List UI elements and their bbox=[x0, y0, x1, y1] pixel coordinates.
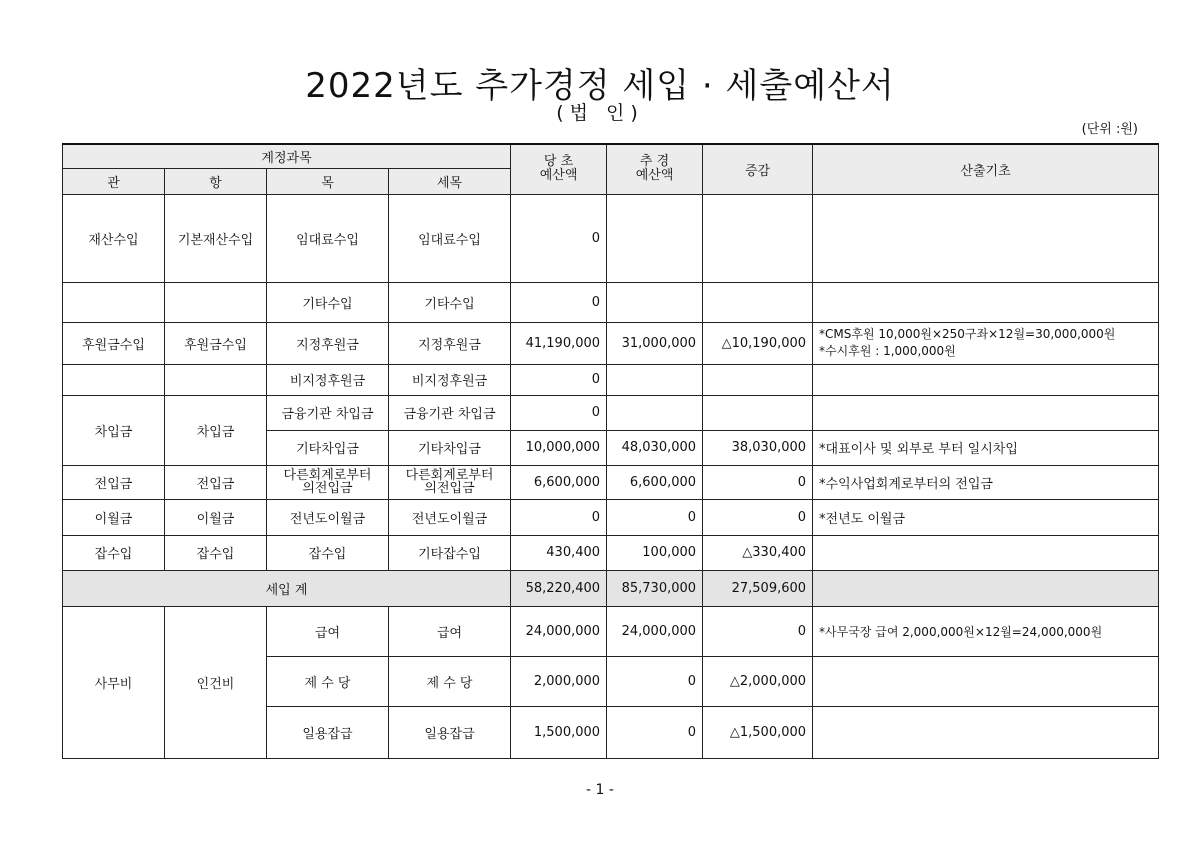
cell-mok: 기타차입금 bbox=[267, 430, 389, 465]
cell-semok: 일용잡급 bbox=[389, 706, 511, 758]
total-original: 58,220,400 bbox=[511, 570, 607, 606]
table-row bbox=[63, 499, 1159, 535]
cell-original: 1,500,000 bbox=[511, 706, 607, 758]
cell-hang: 차입금 bbox=[165, 395, 267, 465]
cell-mok: 금융기관 차입금 bbox=[267, 395, 389, 430]
cell-basis: *전년도 이월금 bbox=[813, 499, 1159, 535]
cell-hang: 기본재산수입 bbox=[165, 194, 267, 282]
table-row bbox=[63, 535, 1159, 570]
cell-hang bbox=[165, 282, 267, 322]
cell-gwan bbox=[63, 364, 165, 395]
table-row bbox=[63, 194, 1159, 282]
cell-semok: 기타수입 bbox=[389, 282, 511, 322]
cell-semok: 임대료수입 bbox=[389, 194, 511, 282]
cell-mok: 다른회계로부터 의전입금 bbox=[267, 465, 389, 499]
cell-revised: 24,000,000 bbox=[607, 606, 703, 656]
basis-line: *수시후원 : 1,000,000원 bbox=[819, 344, 956, 358]
cell-original: 10,000,000 bbox=[511, 430, 607, 465]
cell-gwan: 잡수입 bbox=[63, 535, 165, 570]
cell-semok: 제 수 당 bbox=[389, 656, 511, 706]
header-account: 계정과목 bbox=[63, 144, 511, 168]
cell-gwan: 차입금 bbox=[63, 395, 165, 465]
cell-original: 41,190,000 bbox=[511, 322, 607, 364]
budget-table bbox=[62, 143, 1159, 759]
cell-mok: 기타수입 bbox=[267, 282, 389, 322]
total-basis bbox=[813, 570, 1159, 606]
cell-change: △2,000,000 bbox=[703, 656, 813, 706]
cell-original: 0 bbox=[511, 282, 607, 322]
cell-mok: 급여 bbox=[267, 606, 389, 656]
cell-revised: 100,000 bbox=[607, 535, 703, 570]
unit-label: (단위 :원) bbox=[1081, 122, 1138, 137]
cell-mok: 전년도이월금 bbox=[267, 499, 389, 535]
cell-mok: 잡수입 bbox=[267, 535, 389, 570]
cell-mok: 제 수 당 bbox=[267, 656, 389, 706]
cell-mok: 지정후원금 bbox=[267, 322, 389, 364]
cell-hang bbox=[165, 364, 267, 395]
cell-semok: 비지정후원금 bbox=[389, 364, 511, 395]
cell-original: 0 bbox=[511, 395, 607, 430]
cell-revised: 0 bbox=[607, 656, 703, 706]
cell-gwan: 전입금 bbox=[63, 465, 165, 499]
cell-hang: 이월금 bbox=[165, 499, 267, 535]
table-row bbox=[63, 465, 1159, 499]
cell-basis bbox=[813, 656, 1159, 706]
cell-change: △10,190,000 bbox=[703, 322, 813, 364]
cell-mok: 임대료수입 bbox=[267, 194, 389, 282]
cell-gwan: 사무비 bbox=[63, 606, 165, 758]
cell-semok: 기타차입금 bbox=[389, 430, 511, 465]
cell-basis: *수익사업회계로부터의 전입금 bbox=[813, 465, 1159, 499]
cell-original: 430,400 bbox=[511, 535, 607, 570]
cell-original: 2,000,000 bbox=[511, 656, 607, 706]
header-original: 당 초 예산액 bbox=[511, 144, 607, 194]
cell-revised bbox=[607, 395, 703, 430]
cell-change bbox=[703, 194, 813, 282]
total-row bbox=[63, 570, 1159, 606]
table-row bbox=[63, 322, 1159, 364]
cell-revised bbox=[607, 282, 703, 322]
cell-semok: 금융기관 차입금 bbox=[389, 395, 511, 430]
table-row bbox=[63, 282, 1159, 322]
header-hang: 항 bbox=[165, 168, 267, 194]
cell-change: △1,500,000 bbox=[703, 706, 813, 758]
cell-mok: 비지정후원금 bbox=[267, 364, 389, 395]
cell-change bbox=[703, 364, 813, 395]
cell-change: △330,400 bbox=[703, 535, 813, 570]
cell-basis bbox=[813, 322, 1159, 364]
cell-semok: 급여 bbox=[389, 606, 511, 656]
total-change: 27,509,600 bbox=[703, 570, 813, 606]
cell-basis bbox=[813, 535, 1159, 570]
cell-semok: 다른회계로부터 의전입금 bbox=[389, 465, 511, 499]
cell-hang: 후원금수입 bbox=[165, 322, 267, 364]
cell-change: 0 bbox=[703, 499, 813, 535]
header-revised: 추 경 예산액 bbox=[607, 144, 703, 194]
header-basis: 산출기초 bbox=[813, 144, 1159, 194]
cell-basis bbox=[813, 282, 1159, 322]
cell-mok: 일용잡급 bbox=[267, 706, 389, 758]
cell-revised: 0 bbox=[607, 706, 703, 758]
table-row bbox=[63, 364, 1159, 395]
cell-original: 6,600,000 bbox=[511, 465, 607, 499]
cell-hang: 전입금 bbox=[165, 465, 267, 499]
cell-gwan bbox=[63, 282, 165, 322]
header-gwan: 관 bbox=[63, 168, 165, 194]
cell-revised bbox=[607, 194, 703, 282]
total-label: 세입 계 bbox=[63, 570, 511, 606]
cell-original: 0 bbox=[511, 194, 607, 282]
cell-hang: 인건비 bbox=[165, 606, 267, 758]
cell-original: 0 bbox=[511, 364, 607, 395]
header-change: 증감 bbox=[703, 144, 813, 194]
page-number: - 1 - bbox=[586, 782, 614, 798]
cell-revised: 0 bbox=[607, 499, 703, 535]
table-row bbox=[63, 606, 1159, 656]
cell-basis bbox=[813, 706, 1159, 758]
cell-semok: 지정후원금 bbox=[389, 322, 511, 364]
cell-basis bbox=[813, 194, 1159, 282]
header-mok: 목 bbox=[267, 168, 389, 194]
cell-hang: 잡수입 bbox=[165, 535, 267, 570]
document-subtitle: (법 인) bbox=[556, 102, 644, 124]
cell-basis bbox=[813, 364, 1159, 395]
cell-revised: 31,000,000 bbox=[607, 322, 703, 364]
cell-revised bbox=[607, 364, 703, 395]
cell-gwan: 후원금수입 bbox=[63, 322, 165, 364]
cell-change bbox=[703, 282, 813, 322]
total-revised: 85,730,000 bbox=[607, 570, 703, 606]
header-semok: 세목 bbox=[389, 168, 511, 194]
table-row bbox=[63, 395, 1159, 430]
cell-basis: *대표이사 및 외부로 부터 일시차입 bbox=[813, 430, 1159, 465]
cell-original: 24,000,000 bbox=[511, 606, 607, 656]
cell-gwan: 이월금 bbox=[63, 499, 165, 535]
document-title: 2022년도 추가경정 세입 · 세출예산서 bbox=[305, 66, 895, 106]
cell-semok: 기타잡수입 bbox=[389, 535, 511, 570]
cell-original: 0 bbox=[511, 499, 607, 535]
cell-revised: 48,030,000 bbox=[607, 430, 703, 465]
cell-change bbox=[703, 395, 813, 430]
basis-line: *CMS후원 10,000원×250구좌×12월=30,000,000원 bbox=[819, 327, 1116, 341]
cell-revised: 6,600,000 bbox=[607, 465, 703, 499]
cell-basis bbox=[813, 395, 1159, 430]
cell-change: 38,030,000 bbox=[703, 430, 813, 465]
cell-change: 0 bbox=[703, 606, 813, 656]
cell-gwan: 재산수입 bbox=[63, 194, 165, 282]
cell-basis: *사무국장 급여 2,000,000원×12월=24,000,000원 bbox=[813, 606, 1159, 656]
cell-semok: 전년도이월금 bbox=[389, 499, 511, 535]
cell-change: 0 bbox=[703, 465, 813, 499]
